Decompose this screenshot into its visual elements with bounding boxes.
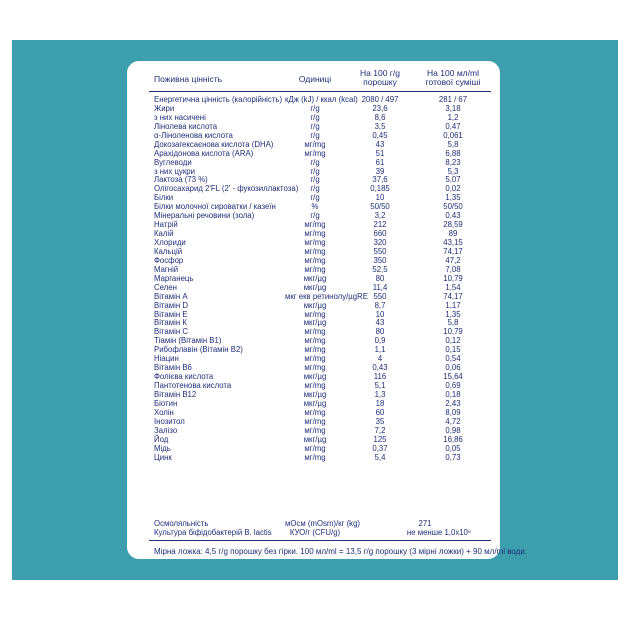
per-100g-value: 37,6 — [372, 175, 388, 185]
nutrient-name: Селен — [154, 282, 177, 292]
per-100g-value: 39 — [375, 166, 385, 176]
table-row — [127, 318, 500, 327]
per-100ml-value: 0,06 — [445, 363, 461, 373]
nutrient-name: Біотин — [154, 398, 178, 408]
nutrient-name: Арахідонова кислота (ARA) — [154, 148, 254, 158]
nutrient-unit: мг/mg — [304, 345, 326, 355]
per-100ml-value: 50/50 — [443, 202, 463, 212]
nutrient-name: Рибофлавін (Вітамін В2) — [154, 345, 243, 355]
nutrient-unit: г/g — [310, 130, 320, 140]
header-per-ready — [419, 69, 487, 87]
table-row — [127, 435, 500, 444]
per-100ml-value: 0,98 — [445, 425, 461, 435]
per-100g-value: 43 — [375, 139, 385, 149]
per-100g-value: 3,2 — [374, 211, 386, 221]
per-100ml-value: 5,8 — [447, 139, 459, 149]
header-per-powder — [349, 69, 411, 87]
nutrient-name: Марганець — [154, 273, 194, 283]
nutrient-unit: мкг/µg — [303, 273, 327, 283]
table-row — [127, 372, 500, 381]
nutrient-unit: мкг/µg — [303, 282, 327, 292]
per-100g-value: 10 — [375, 309, 385, 319]
nutrient-unit: г/g — [310, 184, 320, 194]
nutrient-name: Вітамін С — [154, 327, 188, 337]
table-row — [127, 444, 500, 453]
per-100ml-value: 7,08 — [445, 264, 461, 274]
per-100g-value: 350 — [373, 255, 387, 265]
per-100g-value: 43 — [375, 318, 385, 328]
nutrient-unit: мг/mg — [304, 416, 326, 426]
nutrient-name: Вітамін А — [154, 291, 188, 301]
per-100ml-value: 10,79 — [443, 327, 463, 337]
nutrient-name: Вуглеводи — [154, 157, 192, 167]
bifido-value: не менше 1,0х10⁶ — [406, 528, 472, 537]
table-row — [127, 113, 500, 122]
osmolality-label: Осмоляльність — [154, 519, 209, 528]
nutrient-name: Тіамін (Вітамін В1) — [154, 336, 222, 346]
nutrition-table-body — [127, 95, 500, 461]
per-100g-value: 80 — [375, 327, 385, 337]
nutrient-name: Мінеральні речовини (зола) — [154, 211, 255, 221]
nutrient-unit: мг/mg — [304, 255, 326, 265]
table-row — [127, 175, 500, 184]
header-per-powder-line2: порошку — [363, 77, 397, 87]
per-100g-value: 8,6 — [374, 112, 386, 122]
nutrient-name: Хлориди — [154, 238, 186, 247]
per-100g-value: 4 — [377, 354, 383, 364]
nutrient-unit: мг/mg — [304, 220, 326, 230]
per-100g-value: 3,5 — [374, 121, 386, 131]
header-unit: Одиниці — [298, 74, 332, 84]
per-100g-value: 660 — [373, 229, 387, 239]
table-row — [127, 211, 500, 220]
per-100ml-value: 15,64 — [443, 372, 463, 382]
nutrient-unit: мг/mg — [304, 327, 326, 337]
per-100g-value: 125 — [373, 434, 387, 444]
per-100g-value: 320 — [373, 238, 387, 247]
table-row — [127, 149, 500, 158]
nutrient-name: Вітамін В6 — [154, 363, 192, 373]
nutrient-unit: мг/mg — [304, 238, 326, 247]
osmolality-value: 271 — [418, 519, 432, 528]
scoop-footnote: Мірна ложка: 4,5 г/g порошку без гірки. 100 мл/ml = 13,5 г/g порошку (3 мірні ложки) + 90 мл/ml води. — [154, 547, 528, 556]
bifido-label: Культура біфідобактерій B. lactis — [154, 528, 272, 537]
nutrient-name: Залізо — [154, 425, 178, 435]
nutrient-name: Вітамін D — [154, 300, 188, 310]
nutrient-unit: мг/mg — [304, 336, 326, 346]
table-row — [127, 381, 500, 390]
per-100ml-value: 10,79 — [443, 273, 463, 283]
table-row — [127, 417, 500, 426]
per-100g-value: 23,6 — [372, 103, 388, 113]
table-row — [127, 310, 500, 319]
per-100ml-value: 5,3 — [447, 166, 459, 176]
nutrient-unit: % — [311, 202, 319, 212]
nutrient-name: Пантотенова кислота — [154, 381, 232, 390]
nutrient-unit: г/g — [310, 103, 320, 113]
per-100g-value: 1,3 — [374, 389, 386, 399]
nutrient-name: Натрій — [154, 220, 178, 230]
header-per-powder-line1: На 100 г/g — [360, 68, 400, 78]
nutrient-unit: мг/mg — [304, 309, 326, 319]
nutrient-unit: мг/mg — [304, 354, 326, 364]
per-100ml-value: 0,47 — [445, 121, 461, 131]
per-100g-value: 50/50 — [370, 202, 390, 212]
per-100ml-value: 89 — [448, 229, 458, 239]
nutrient-unit: г/g — [310, 211, 320, 221]
table-row — [127, 202, 500, 211]
header-per-ready-line1: На 100 мл/ml — [427, 68, 479, 78]
footer-divider — [149, 540, 491, 541]
nutrient-name: Фолієва кислота — [154, 372, 214, 382]
nutrient-name: Фосфор — [154, 255, 184, 265]
nutrient-unit: мг/mg — [304, 363, 326, 373]
nutrient-unit: мкг/µg — [303, 434, 327, 444]
bifido-unit: КУО/г (CFU/g) — [289, 528, 341, 537]
table-row — [127, 122, 500, 131]
per-100g-value: 1,1 — [374, 345, 386, 355]
per-100ml-value: 47,2 — [445, 255, 461, 265]
per-100g-value: 0,9 — [374, 336, 386, 346]
table-row — [127, 426, 500, 435]
per-100ml-value: 0,15 — [445, 345, 461, 355]
table-row — [127, 95, 500, 104]
per-100ml-value: 2,43 — [445, 398, 461, 408]
per-100ml-value: 0,69 — [445, 381, 461, 390]
osmolality-unit: мОсм (mOsm)/кг (kg) — [285, 519, 361, 528]
per-100g-value: 18 — [375, 398, 385, 408]
per-100ml-value: 1,54 — [445, 282, 461, 292]
per-100g-value: 7,2 — [374, 425, 386, 435]
nutrient-name: Вітамін В12 — [154, 389, 197, 399]
nutrient-name: Лінолева кислота — [154, 121, 218, 131]
table-row — [127, 229, 500, 238]
nutrient-unit: мг/mg — [304, 381, 326, 390]
table-header — [127, 61, 500, 92]
per-100g-value: 61 — [375, 157, 385, 167]
per-100ml-value: 0,43 — [445, 211, 461, 221]
nutrient-name: Магній — [154, 264, 179, 274]
per-100ml-value: 0,73 — [445, 452, 461, 462]
table-row — [127, 140, 500, 149]
per-100g-value: 51 — [375, 148, 385, 158]
per-100g-value: 2080 / 497 — [361, 95, 399, 104]
per-100g-value: 116 — [373, 372, 387, 382]
per-100g-value: 5,1 — [374, 381, 386, 390]
per-100ml-value: 8,09 — [445, 407, 461, 417]
table-row — [127, 247, 500, 256]
table-row — [127, 336, 500, 345]
nutrient-unit: г/g — [310, 121, 320, 131]
table-row — [127, 390, 500, 399]
per-100ml-value: 1,35 — [445, 193, 461, 203]
nutrient-name: Жири — [154, 103, 175, 113]
nutrient-unit: мкг екв ретинолу/µgRE — [285, 291, 368, 301]
nutrient-name: з них цукри — [154, 166, 195, 176]
nutrient-unit: мкг/µg — [303, 318, 327, 328]
per-100g-value: 8,7 — [374, 300, 386, 310]
header-divider — [149, 91, 491, 92]
table-row — [127, 301, 500, 310]
table-row — [127, 274, 500, 283]
table-row — [127, 292, 500, 301]
per-100g-value: 550 — [373, 246, 387, 256]
per-100ml-value: 0,12 — [445, 336, 461, 346]
nutrient-unit: мкг/µg — [303, 372, 327, 382]
nutrient-name: Енергетична цінність (калорійність) — [154, 95, 283, 104]
nutrient-name: Ніацин — [154, 354, 179, 364]
per-100g-value: 11,4 — [372, 282, 388, 292]
table-row — [127, 283, 500, 292]
nutrient-name: Мідь — [154, 443, 171, 453]
nutrient-name: Кальцій — [154, 246, 183, 256]
table-row — [127, 193, 500, 202]
per-100g-value: 35 — [375, 416, 385, 426]
table-row — [127, 453, 500, 462]
nutrient-name: Йод — [154, 434, 169, 444]
per-100ml-value: 3,18 — [445, 103, 461, 113]
nutrient-unit: кДж (kJ) / ккал (kcal) — [285, 95, 358, 104]
per-100ml-value: 4,72 — [445, 416, 461, 426]
per-100g-value: 80 — [375, 273, 385, 283]
nutrient-unit: мкг/µg — [303, 389, 327, 399]
nutrient-name: Холін — [154, 407, 174, 417]
nutrient-unit: мг/mg — [304, 443, 326, 453]
per-100g-value: 550 — [373, 291, 387, 301]
nutrition-panel — [127, 61, 528, 559]
per-100ml-value: 0,18 — [445, 389, 461, 399]
per-100g-value: 52,5 — [372, 264, 388, 274]
nutrient-name: Калій — [154, 229, 174, 239]
nutrient-unit: г/g — [310, 166, 320, 176]
nutrient-unit: мкг/µg — [303, 398, 327, 408]
per-100ml-value: 74,17 — [443, 246, 463, 256]
nutrient-name: Докозагексаєнова кислота (DHA) — [154, 139, 274, 149]
per-100ml-value: 43,15 — [443, 238, 463, 247]
table-row — [127, 167, 500, 176]
table-row — [127, 220, 500, 229]
per-100g-value: 10 — [375, 193, 385, 203]
nutrient-name: з них насичені — [154, 112, 206, 122]
header-per-ready-line2: готової суміші — [425, 77, 481, 87]
table-row — [127, 256, 500, 265]
nutrient-unit: мг/mg — [304, 452, 326, 462]
nutrient-name: Інозитол — [154, 416, 185, 426]
per-100ml-value: 16,86 — [443, 434, 463, 444]
table-row — [127, 104, 500, 113]
per-100g-value: 5,4 — [374, 452, 386, 462]
per-100ml-value: 0,54 — [445, 354, 461, 364]
per-100ml-value: 6,88 — [445, 148, 461, 158]
nutrient-unit: мг/mg — [304, 229, 326, 239]
per-100ml-value: 1,35 — [445, 309, 461, 319]
nutrient-unit: мкг/µg — [303, 300, 327, 310]
per-100g-value: 0,45 — [372, 130, 388, 140]
nutrient-name: Цинк — [154, 452, 172, 462]
nutrient-name: Білки — [154, 193, 174, 203]
nutrient-name: Білки молочної сироватки / казеїн — [154, 202, 276, 212]
table-row — [127, 399, 500, 408]
table-row — [127, 327, 500, 336]
per-100ml-value: 74,17 — [443, 291, 463, 301]
per-100g-value: 0,43 — [372, 363, 388, 373]
table-row — [127, 184, 500, 193]
nutrient-unit: г/g — [310, 175, 320, 185]
per-100ml-value: 0,02 — [445, 184, 461, 194]
nutrient-name: Олігосахарид 2'FL (2' - фукозиллактоза) — [154, 184, 299, 194]
per-100ml-value: 0,05 — [445, 443, 461, 453]
nutrient-unit: мг/mg — [304, 425, 326, 435]
per-100ml-value: 0,061 — [443, 130, 463, 140]
nutrient-unit: г/g — [310, 157, 320, 167]
per-100ml-value: 1,17 — [445, 300, 461, 310]
nutrient-unit: г/g — [310, 193, 320, 203]
table-row — [127, 265, 500, 274]
per-100ml-value: 8,23 — [445, 157, 461, 167]
per-100ml-value: 5,07 — [445, 175, 461, 185]
table-row — [127, 363, 500, 372]
nutrient-unit: г/g — [310, 112, 320, 122]
per-100ml-value: 28,59 — [443, 220, 463, 230]
nutrient-unit: мг/mg — [304, 264, 326, 274]
per-100g-value: 0,37 — [372, 443, 388, 453]
per-100g-value: 60 — [375, 407, 385, 417]
table-row — [127, 408, 500, 417]
nutrient-unit: мг/mg — [304, 407, 326, 417]
table-row — [127, 131, 500, 140]
table-row — [127, 238, 500, 247]
table-row — [127, 345, 500, 354]
nutrient-name: Лактоза (73 %) — [154, 175, 208, 185]
nutrient-unit: мг/mg — [304, 148, 326, 158]
per-100ml-value: 1,2 — [447, 112, 459, 122]
nutrient-name: α-Ліноленова кислота — [154, 130, 233, 140]
per-100g-value: 212 — [373, 220, 387, 230]
per-100g-value: 0,185 — [370, 184, 390, 194]
per-100ml-value: 5,8 — [447, 318, 459, 328]
per-100ml-value: 281 / 67 — [438, 95, 468, 104]
table-row — [127, 354, 500, 363]
nutrient-unit: мг/mg — [304, 139, 326, 149]
nutrient-name: Вітамін Е — [154, 309, 188, 319]
table-row — [127, 158, 500, 167]
header-name: Поживна цінність — [154, 74, 223, 84]
nutrient-name: Вітамін К — [154, 318, 187, 328]
nutrient-unit: мг/mg — [304, 246, 326, 256]
